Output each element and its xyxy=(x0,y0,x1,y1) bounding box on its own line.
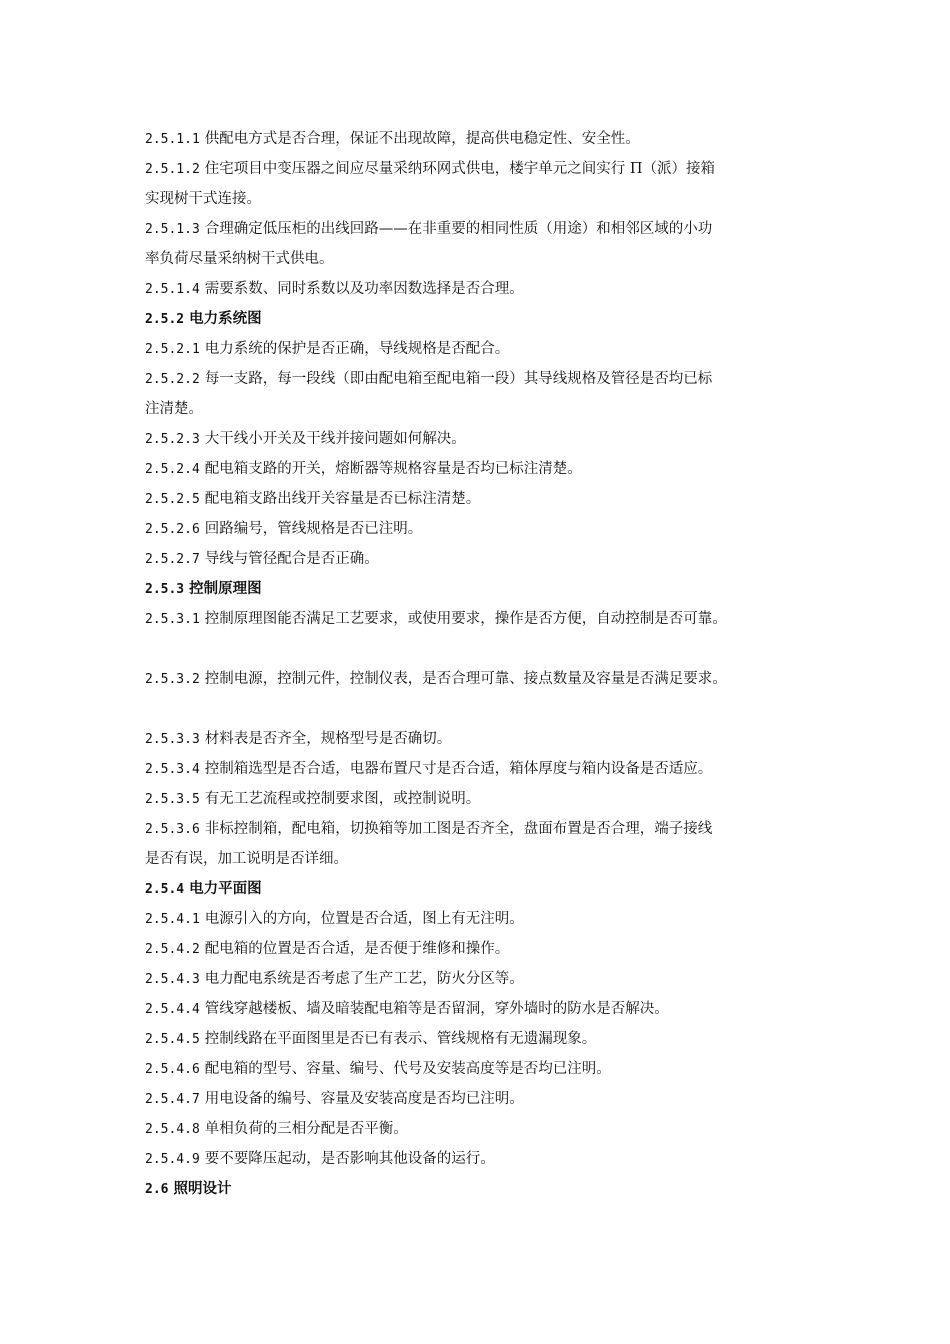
clause-line xyxy=(145,664,835,694)
clause-text: 电源引入的方向，位置是否合适，图上有无注明。 xyxy=(204,911,524,927)
clause-text: 每一支路，每一段线（即由配电箱至配电箱一段）其导线规格及管径是否均已标 xyxy=(204,371,713,387)
clause-line xyxy=(145,994,835,1024)
clause-number: 2.5.4.4 xyxy=(145,1002,200,1017)
clause-number: 2.5.4 xyxy=(145,882,185,897)
clause-number: 2.5.4.5 xyxy=(145,1032,200,1047)
section-heading xyxy=(145,874,835,904)
clause-line xyxy=(145,154,835,184)
clause-number: 2.6 xyxy=(145,1182,169,1197)
clause-text: 配电箱支路出线开关容量是否已标注清楚。 xyxy=(204,491,481,507)
clause-line xyxy=(145,1114,835,1144)
clause-number: 2.5.2.4 xyxy=(145,462,200,477)
clause-line xyxy=(145,904,835,934)
clause-text: 控制箱选型是否合适，电器布置尺寸是否合适，箱体厚度与箱内设备是否适应。 xyxy=(204,761,713,777)
clause-text: 配电箱支路的开关，熔断器等规格容量是否均已标注清楚。 xyxy=(204,461,582,477)
clause-line xyxy=(145,334,835,364)
clause-line xyxy=(145,214,835,244)
clause-continuation: 注清楚。 xyxy=(145,401,203,417)
clause-text: 控制线路在平面图里是否已有表示、管线规格有无遗漏现象。 xyxy=(204,1031,597,1047)
clause-text: 回路编号，管线规格是否已注明。 xyxy=(204,521,423,537)
clause-number: 2.5.3.4 xyxy=(145,762,200,777)
clause-number: 2.5.4.8 xyxy=(145,1122,200,1137)
clause-number: 2.5.2.2 xyxy=(145,372,200,387)
clause-line xyxy=(145,934,835,964)
clause-text: 配电箱的型号、容量、编号、代号及安装高度等是否均已注明。 xyxy=(204,1061,611,1077)
clause-line xyxy=(145,124,835,154)
clause-text: 配电箱的位置是否合适，是否便于维修和操作。 xyxy=(204,941,510,957)
clause-line xyxy=(145,1054,835,1084)
clause-text: 大干线小开关及干线并接问题如何解决。 xyxy=(204,431,466,447)
clause-line xyxy=(145,514,835,544)
section-title: 电力系统图 xyxy=(189,310,262,327)
clause-number: 2.5.1.1 xyxy=(145,132,200,147)
clause-line xyxy=(145,364,835,394)
clause-text: 电力配电系统是否考虑了生产工艺，防火分区等。 xyxy=(204,971,524,987)
clause-text: 控制电源，控制元件，控制仪表，是否合理可靠、接点数量及容量是否满足要求。 xyxy=(204,671,727,687)
document-body xyxy=(145,124,835,1204)
clause-number: 2.5.1.4 xyxy=(145,282,200,297)
clause-line xyxy=(145,454,835,484)
blank-line xyxy=(145,634,835,664)
clause-text: 住宅项目中变压器之间应尽量采纳环网式供电，楼宇单元之间实行 Π（派）接箱 xyxy=(204,161,716,177)
clause-line xyxy=(145,784,835,814)
clause-line xyxy=(145,274,835,304)
clause-line xyxy=(145,604,835,634)
clause-number: 2.5.1.3 xyxy=(145,222,200,237)
clause-text: 需要系数、同时系数以及功率因数选择是否合理。 xyxy=(204,281,524,297)
clause-number: 2.5.2.3 xyxy=(145,432,200,447)
clause-continuation: 是否有误，加工说明是否详细。 xyxy=(145,851,348,867)
clause-number: 2.5.2 xyxy=(145,312,185,327)
section-title: 控制原理图 xyxy=(189,580,262,597)
clause-number: 2.5.3 xyxy=(145,582,185,597)
section-heading xyxy=(145,574,835,604)
section-heading xyxy=(145,1174,835,1204)
section-title: 照明设计 xyxy=(173,1180,232,1197)
clause-line xyxy=(145,964,835,994)
clause-text: 非标控制箱，配电箱，切换箱等加工图是否齐全，盘面布置是否合理，端子接线 xyxy=(204,821,713,837)
clause-number: 2.5.4.6 xyxy=(145,1062,200,1077)
clause-line xyxy=(145,724,835,754)
clause-number: 2.5.1.2 xyxy=(145,162,200,177)
blank-line xyxy=(145,694,835,724)
clause-line xyxy=(145,1024,835,1054)
clause-line xyxy=(145,754,835,784)
clause-text: 要不要降压起动，是否影响其他设备的运行。 xyxy=(204,1151,495,1167)
clause-text: 电力系统的保护是否正确，导线规格是否配合。 xyxy=(204,341,510,357)
clause-line xyxy=(145,484,835,514)
clause-line xyxy=(145,424,835,454)
clause-text: 控制原理图能否满足工艺要求，或使用要求，操作是否方便，自动控制是否可靠。 xyxy=(204,611,727,627)
clause-number: 2.5.4.2 xyxy=(145,942,200,957)
clause-number: 2.5.2.1 xyxy=(145,342,200,357)
clause-number: 2.5.3.3 xyxy=(145,732,200,747)
clause-number: 2.5.3.6 xyxy=(145,822,200,837)
clause-text: 合理确定低压柜的出线回路——在非重要的相同性质（用途）和相邻区域的小功 xyxy=(204,221,713,237)
clause-text: 有无工艺流程或控制要求图，或控制说明。 xyxy=(204,791,481,807)
clause-number: 2.5.3.1 xyxy=(145,612,200,627)
clause-number: 2.5.2.7 xyxy=(145,552,200,567)
clause-text: 管线穿越楼板、墙及暗装配电箱等是否留洞，穿外墙时的防水是否解决。 xyxy=(204,1001,669,1017)
clause-text: 单相负荷的三相分配是否平衡。 xyxy=(204,1121,408,1137)
clause-text: 用电设备的编号、容量及安装高度是否均已注明。 xyxy=(204,1091,524,1107)
clause-text: 供配电方式是否合理，保证不出现故障，提高供电稳定性、安全性。 xyxy=(204,131,640,147)
clause-text: 导线与管径配合是否正确。 xyxy=(204,551,379,567)
clause-number: 2.5.2.6 xyxy=(145,522,200,537)
clause-line xyxy=(145,1084,835,1114)
clause-number: 2.5.4.9 xyxy=(145,1152,200,1167)
clause-number: 2.5.4.7 xyxy=(145,1092,200,1107)
clause-number: 2.5.3.5 xyxy=(145,792,200,807)
clause-continuation: 率负荷尽量采纳树干式供电。 xyxy=(145,251,334,267)
clause-number: 2.5.2.5 xyxy=(145,492,200,507)
clause-line xyxy=(145,544,835,574)
clause-line xyxy=(145,814,835,844)
clause-number: 2.5.4.3 xyxy=(145,972,200,987)
clause-continuation: 实现树干式连接。 xyxy=(145,191,261,207)
clause-text: 材料表是否齐全，规格型号是否确切。 xyxy=(204,731,452,747)
clause-line xyxy=(145,1144,835,1174)
section-title: 电力平面图 xyxy=(189,880,262,897)
section-heading xyxy=(145,304,835,334)
clause-number: 2.5.3.2 xyxy=(145,672,200,687)
clause-number: 2.5.4.1 xyxy=(145,912,200,927)
